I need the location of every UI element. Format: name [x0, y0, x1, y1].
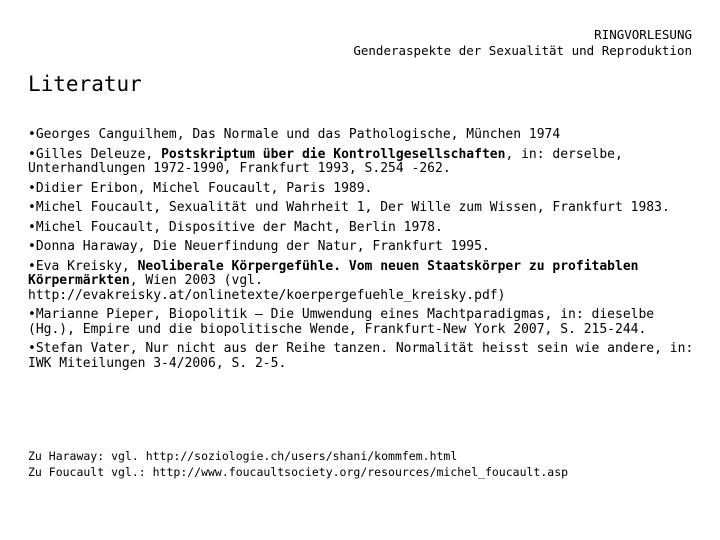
reference-text: •Michel Foucault, Sexualität und Wahrheit 1, Der Wille zum Wissen, Frankfurt 1983. — [28, 200, 670, 215]
reference-text: •Michel Foucault, Dispositive der Macht, Berlin 1978. — [28, 219, 443, 235]
reference-item — [28, 342, 698, 371]
reference-text: •Stefan Vater, Nur nicht aus der Reihe tanzen. Normalität heisst sein wie andere, in: IWK Miteilungen 3-4/2006, S. 2-5. — [28, 341, 694, 371]
reference-item — [28, 308, 698, 337]
lecture-series-label: RINGVORLESUNG — [594, 27, 692, 42]
reference-text: •Donna Haraway, Die Neuerfindung der Natur, Frankfurt 1995. — [28, 239, 490, 254]
footnote-haraway: Zu Haraway: vgl. http://soziologie.ch/users/shani/kommfem.html — [28, 449, 458, 463]
reference-text: •Georges Canguilhem, Das Normale und das Pathologische, München 1974 — [28, 127, 561, 142]
reference-item — [28, 221, 698, 236]
reference-text: , in: derselbe, Unterhandlungen 1972-1990, Frankfurt 1993, S.254 -262. — [28, 146, 623, 176]
reference-item — [28, 240, 698, 255]
lecture-header — [353, 27, 692, 59]
footnote-foucault: Zu Foucault vgl.: http://www.foucaultsociety.org/resources/michel_foucault.asp — [28, 465, 569, 479]
lecture-subtitle: Genderaspekte der Sexualität und Reproduktion — [353, 43, 692, 58]
footnotes — [28, 448, 568, 480]
reference-text: •Didier Eribon, Michel Foucault, Paris 1989. — [28, 180, 373, 196]
reference-text: •Marianne Pieper, Biopolitik – Die Umwendung eines Machtparadigmas, in: dieselbe (Hg.), Empire und die biopolitische Wende, Frankfurt-New York 2007, S. 215-244. — [28, 307, 655, 337]
page-title: Literatur — [28, 72, 142, 96]
reference-text: , Wien 2003 (vgl. http://evakreisky.at/onlinetexte/koerpergefuehle_kreisky.pdf) — [28, 273, 506, 303]
reference-item — [28, 201, 698, 216]
reference-item — [28, 260, 698, 304]
reference-title-bold: Neoliberale Körpergefühle. Vom neuen Staatskörper zu profitablen Körpermärkten — [28, 258, 639, 288]
reference-item — [28, 182, 698, 197]
reference-text: •Eva Kreisky, — [28, 258, 138, 274]
reference-item — [28, 128, 698, 143]
reference-text: •Gilles Deleuze, — [28, 146, 162, 162]
reference-list — [28, 128, 698, 376]
reference-item — [28, 148, 698, 177]
reference-title-bold: Postskriptum über die Kontrollgesellschaften — [161, 146, 506, 162]
